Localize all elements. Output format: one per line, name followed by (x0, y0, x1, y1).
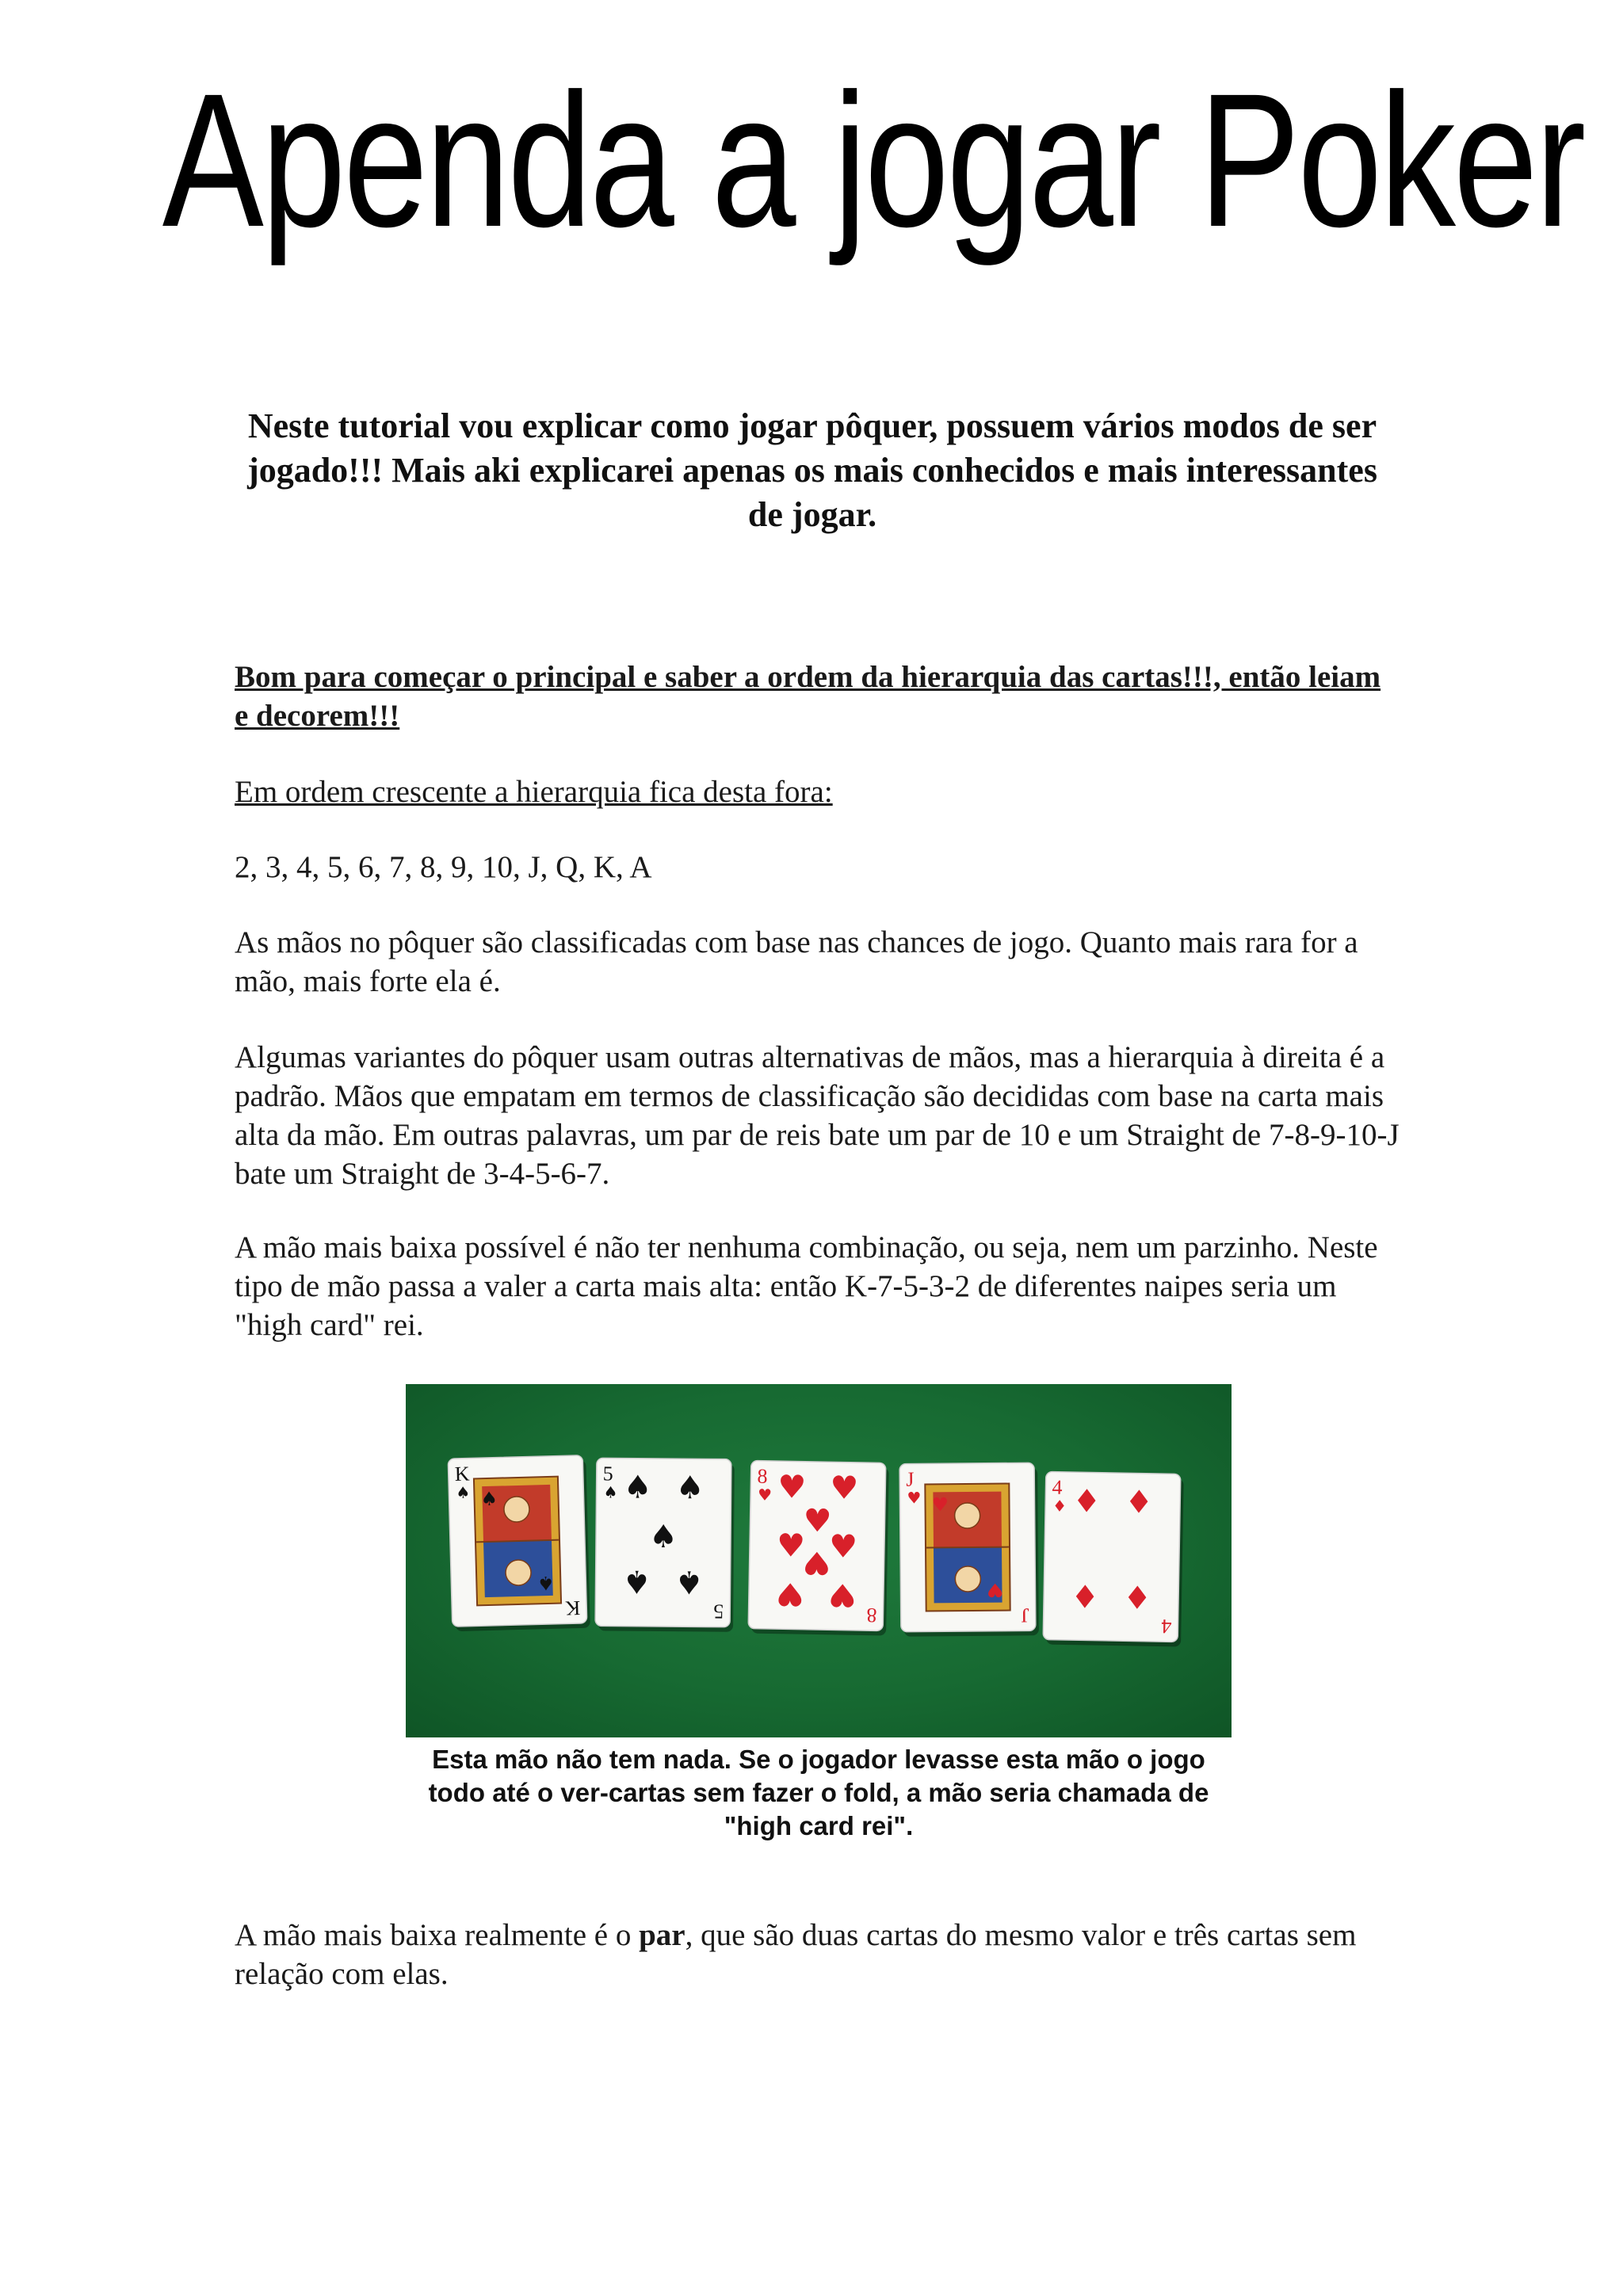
photo-caption: Esta mão não tem nada. Se o jogador levasse esta mão o jogo todo até o ver-cartas sem fazer o fold, a mão seria chamada de "high card rei". (428, 1745, 1209, 1840)
card-pip: ♦ (1071, 1483, 1102, 1520)
card-pip: ♠ (675, 1470, 705, 1507)
page-title: Apenda a jogar Poker (162, 54, 1584, 266)
card-suit-icon: ♠ (480, 1487, 498, 1511)
playing-card (595, 1458, 735, 1632)
card-rank: 5 (602, 1462, 613, 1486)
card-pip: ♥ (777, 1469, 807, 1506)
card-order: 2, 3, 4, 5, 6, 7, 8, 9, 10, J, Q, K, A (235, 850, 652, 884)
card-rank: 8 (757, 1464, 768, 1488)
card-suit-icon: ♥ (907, 1488, 922, 1508)
card-rank: J (906, 1467, 915, 1491)
card-pip: ♠ (622, 1562, 651, 1600)
card-rank: 5 (713, 1600, 724, 1623)
order-label: Em ordem crescente a hierarquia fica desta fora: (235, 775, 833, 809)
court-face (506, 1560, 532, 1586)
playing-card (748, 1461, 889, 1636)
card-pip: ♥ (802, 1543, 831, 1581)
paragraph-hand-ranking: As mãos no pôquer são classificadas com base nas chances de jogo. Quanto mais rara for a mão, mais forte ela é. (235, 925, 1358, 998)
playing-card (1043, 1472, 1184, 1647)
pair-term: par (639, 1918, 685, 1952)
playing-card (899, 1463, 1039, 1637)
poker-hand-photo (406, 1384, 1232, 1737)
card-suit-icon: ♥ (931, 1493, 949, 1516)
card-rank: J (1021, 1604, 1029, 1627)
card-pip: ♠ (623, 1469, 652, 1506)
paragraph-lowest-hand: A mão mais baixa possível é não ter nenhuma combinação, ou seja, nem um parzinho. Neste tipo de mão passa a valer a carta mais alta: então K-7-5-3-2 de diferentes naipes seria um "high card" rei. (235, 1230, 1378, 1342)
card-suit-icon: ♥ (986, 1578, 1004, 1601)
court-divider (926, 1547, 1010, 1548)
court-face (504, 1497, 530, 1523)
card-rank: K (454, 1462, 470, 1486)
card-suit-icon: ♠ (603, 1482, 618, 1502)
card-rank: K (565, 1596, 581, 1620)
paragraph-variants: Algumas variantes do pôquer usam outras alternativas de mãos, mas a hierarquia à direita é a padrão. Mãos que empatam em termos de classificação são decididas com base na carta mais alta da mão. Em outras palavras, um par de reis bate um par de 10 e um Straight de 7-8-9-10-J bate um Straight de 3-4-5-6-7. (235, 1040, 1400, 1191)
cards-illustration (406, 1384, 1232, 1737)
card-pip: ♥ (803, 1502, 832, 1540)
card-rank: 4 (1161, 1615, 1172, 1638)
card-pip: ♥ (828, 1528, 858, 1566)
card-rank: 4 (1052, 1475, 1063, 1499)
card-pip: ♠ (648, 1518, 678, 1556)
section-heading: Bom para começar o principal e saber a ordem da hierarquia das cartas!!!, então leiam e decorem!!! (235, 660, 1381, 733)
card-suit-icon: ♦ (1052, 1496, 1067, 1516)
card-suit-icon: ♠ (537, 1571, 555, 1595)
pair-text-after: , que são duas cartas do mesmo valor e três cartas sem relação com elas. (235, 1918, 1357, 1991)
card-pip: ♦ (1122, 1577, 1152, 1615)
pair-text-before: A mão mais baixa realmente é o (235, 1918, 640, 1952)
card-pip: ♦ (1124, 1484, 1154, 1521)
card-pip: ♦ (1070, 1577, 1100, 1614)
card-pip: ♠ (674, 1563, 704, 1600)
intro-paragraph: Neste tutorial vou explicar como jogar pôquer, possuem vários modos de ser jogado!!! Mais aki explicarei apenas os mais conhecidos e mais interessantes de jogar. (247, 406, 1377, 534)
card-pip: ♥ (829, 1470, 859, 1507)
card-pip: ♥ (827, 1576, 857, 1613)
court-face (955, 1503, 980, 1528)
paragraph-pair (235, 1916, 1400, 1993)
card-rank: 8 (866, 1604, 877, 1627)
card-suit-icon: ♥ (757, 1485, 773, 1505)
court-face (955, 1566, 980, 1592)
playing-card (448, 1455, 590, 1631)
card-pip: ♥ (776, 1527, 806, 1565)
card-suit-icon: ♠ (456, 1482, 471, 1503)
card-pip: ♥ (775, 1575, 805, 1612)
